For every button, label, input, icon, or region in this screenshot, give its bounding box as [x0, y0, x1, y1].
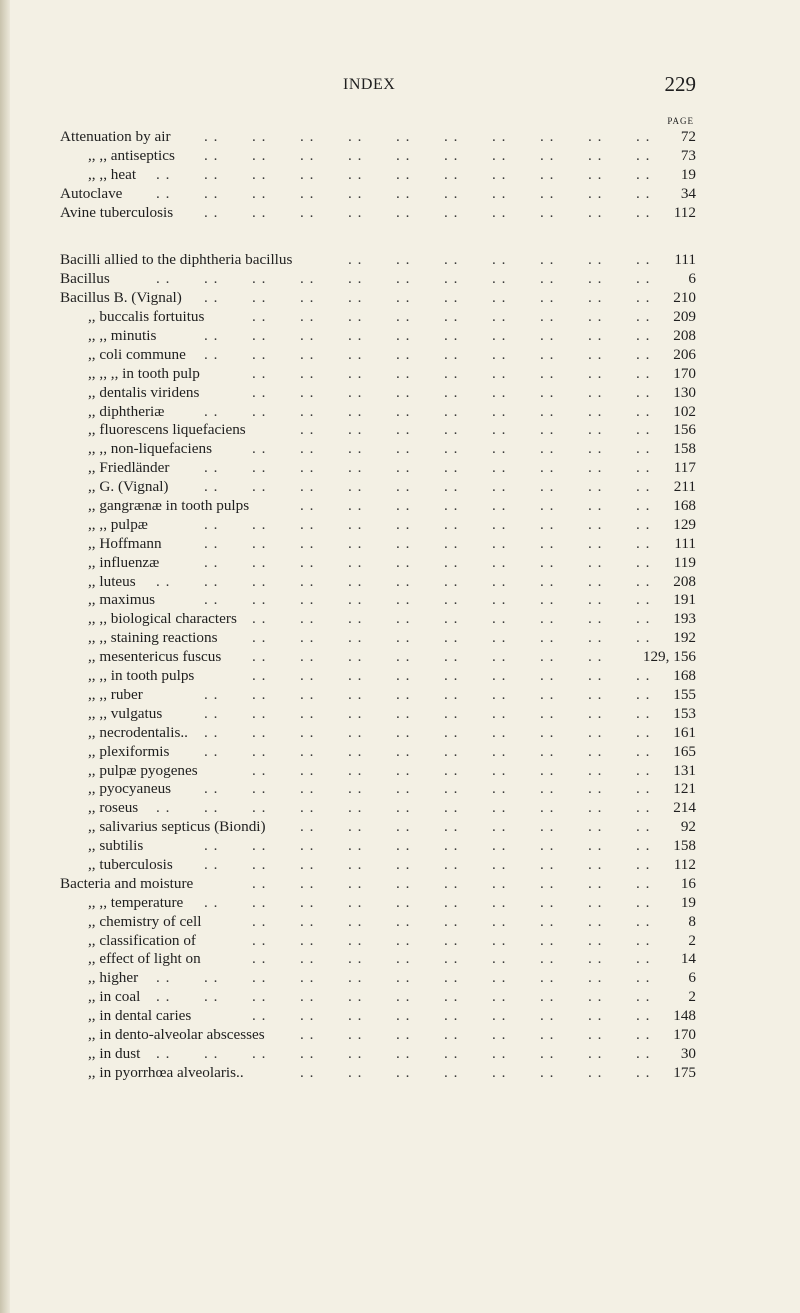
index-entry: ,, ,, temperature . . . . . . . . . . . . . . . . . . . . 19	[88, 893, 696, 911]
entry-heading: ,, coli commune	[88, 345, 186, 363]
entry-heading: ,, fluorescens liquefaciens	[88, 421, 246, 439]
page-header	[60, 72, 696, 102]
entry-heading: ,, classification of	[88, 931, 196, 949]
entry-heading: ,, ,, vulgatus	[88, 704, 163, 722]
index-entry: ,, coli commune . . . . . . . . . . . . . . . . . . . . 206	[88, 345, 696, 363]
index-entry: Bacteria and moisture . . . . . . . . . . . . . . . . . . 16	[60, 874, 696, 892]
group-gap	[60, 222, 696, 251]
index-entry: ,, fluorescens liquefaciens . . . . . . . . . . . . . . . . 156	[88, 421, 696, 439]
index-entry: ,, necrodentalis.. . . . . . . . . . . . . . . . . . . . . 161	[88, 723, 696, 741]
entry-page-number: 6	[688, 969, 696, 987]
entry-heading: ,, subtilis	[88, 837, 144, 855]
index-entry: ,, higher . . . . . . . . . . . . . . . . . . . . . . 6	[88, 969, 696, 987]
entry-heading: Avine tuberculosis	[60, 203, 174, 221]
entry-heading: ,, ,, minutis	[88, 327, 157, 345]
entry-page-number: 155	[673, 685, 696, 703]
running-title: INDEX	[343, 76, 396, 93]
index-entry: Bacillus . . . . . . . . . . . . . . . . . . . . . . 6	[60, 270, 696, 288]
entry-page-number: 73	[680, 146, 696, 164]
entry-heading: ,, ,, staining reactions	[88, 629, 218, 647]
entry-page-number: 168	[673, 667, 696, 685]
entry-heading: Attenuation by air	[60, 128, 171, 145]
entry-heading: ,, Hoffmann	[88, 534, 162, 552]
entry-heading: ,, diphtheriæ	[88, 402, 165, 420]
index-entry: ,, tuberculosis . . . . . . . . . . . . . . . . . . . . 112	[88, 855, 696, 873]
index-entry: ,, in dento-alveolar abscesses . . . . . . . . . . . . . . . . 170	[88, 1025, 696, 1043]
entry-page-number: 129	[673, 515, 696, 533]
entry-heading: ,, ,, antiseptics	[88, 146, 175, 164]
entry-heading: ,, tuberculosis	[88, 855, 173, 873]
entry-heading: ,, in pyorrhœa alveolaris..	[88, 1063, 244, 1081]
index-entry: ,, influenzæ . . . . . . . . . . . . . . . . . . . . 119	[88, 553, 696, 571]
entry-heading: ,, salivarius septicus (Biondi)	[88, 818, 266, 836]
entry-page-number: 208	[673, 327, 696, 345]
entry-heading: ,, pulpæ pyogenes	[88, 761, 198, 779]
index-entry: ,, plexiformis . . . . . . . . . . . . . . . . . . . . 165	[88, 742, 696, 760]
index-entry: Bacillus B. (Vignal) . . . . . . . . . . . . . . . . . . . . 210	[60, 289, 696, 307]
entry-heading: ,, in dust	[88, 1044, 141, 1062]
page-column-head: PAGE	[667, 116, 694, 126]
entry-heading: ,, effect of light on	[88, 950, 201, 968]
entry-page-number: 175	[673, 1063, 696, 1081]
index-entry: ,, subtilis . . . . . . . . . . . . . . . . . . . . 158	[88, 837, 696, 855]
index-entry: ,, in dust . . . . . . . . . . . . . . . . . . . . . . 30	[88, 1044, 696, 1062]
index-entry: ,, ,, pulpæ . . . . . . . . . . . . . . . . . . . . 129	[88, 515, 696, 533]
entry-page-number: 214	[673, 799, 696, 817]
index-entry: ,, diphtheriæ . . . . . . . . . . . . . . . . . . . . 102	[88, 402, 696, 420]
index-list	[60, 128, 696, 1083]
entry-heading: ,, necrodentalis..	[88, 723, 188, 741]
entry-page-number: 111	[674, 534, 696, 552]
entry-page-number: 168	[673, 497, 696, 515]
index-entry: ,, luteus . . . . . . . . . . . . . . . . . . . . . . 208	[88, 572, 696, 590]
index-entry: ,, ,, in tooth pulps . . . . . . . . . . . . . . . . . . 168	[88, 667, 696, 685]
entry-page-number: 111	[674, 251, 696, 269]
entry-page-number: 19	[680, 165, 696, 183]
entry-heading: Bacillus	[60, 270, 110, 288]
entry-page-number: 119	[673, 553, 696, 571]
entry-page-number: 129, 156	[642, 648, 696, 666]
entry-page-number: 14	[680, 950, 696, 968]
entry-heading: ,, in dental caries	[88, 1007, 192, 1025]
entry-page-number: 211	[673, 478, 696, 496]
entry-page-number: 30	[680, 1044, 696, 1062]
entry-page-number: 165	[673, 742, 696, 760]
entry-page-number: 208	[673, 572, 696, 590]
index-entry: ,, ,, ,, in tooth pulp . . . . . . . . . . . . . . . . . . 170	[88, 364, 696, 382]
entry-heading: ,, dentalis viridens	[88, 383, 200, 401]
index-entry: ,, chemistry of cell . . . . . . . . . . . . . . . . . . 8	[88, 912, 696, 930]
entry-page-number: 112	[673, 855, 696, 873]
entry-heading: ,, mesentericus fuscus	[88, 648, 222, 666]
index-entry: ,, in coal . . . . . . . . . . . . . . . . . . . . . . 2	[88, 988, 696, 1006]
index-entry: ,, mesentericus fuscus . . . . . . . . . . . . . . . . 129, 156	[88, 648, 696, 666]
index-entry: ,, classification of . . . . . . . . . . . . . . . . . . 2	[88, 931, 696, 949]
entry-heading: Autoclave	[60, 184, 123, 202]
index-page	[60, 72, 696, 1083]
entry-page-number: 92	[680, 818, 696, 836]
entry-heading: ,, ,, biological characters	[88, 610, 237, 628]
entry-page-number: 206	[673, 345, 696, 363]
index-entry: ,, ,, biological characters . . . . . . . . . . . . . . . . . . 193	[88, 610, 696, 628]
index-entry: ,, Friedländer . . . . . . . . . . . . . . . . . . . . 117	[88, 459, 696, 477]
entry-page-number: 2	[688, 988, 696, 1006]
entry-heading: Bacillus B. (Vignal)	[60, 289, 182, 307]
entry-page-number: 34	[680, 184, 696, 202]
entry-page-number: 130	[673, 383, 696, 401]
entry-page-number: 117	[673, 459, 696, 477]
index-entry: Attenuation by air . . . . . . . . . . . . . . . . . . . . 72	[60, 128, 696, 145]
index-entry: ,, effect of light on . . . . . . . . . . . . . . . . . . 14	[88, 950, 696, 968]
entry-page-number: 170	[673, 1025, 696, 1043]
entry-heading: ,, buccalis fortuitus	[88, 308, 205, 326]
entry-page-number: 193	[673, 610, 696, 628]
index-entry: ,, buccalis fortuitus . . . . . . . . . . . . . . . . . . 209	[88, 308, 696, 326]
index-entry: ,, gangrænæ in tooth pulps . . . . . . . . . . . . . . . . 168	[88, 497, 696, 515]
index-entry: ,, ,, ruber . . . . . . . . . . . . . . . . . . . . 155	[88, 685, 696, 703]
entry-heading: ,, ,, in tooth pulps	[88, 667, 195, 685]
entry-page-number: 19	[680, 893, 696, 911]
index-entry: ,, ,, vulgatus . . . . . . . . . . . . . . . . . . . . 153	[88, 704, 696, 722]
entry-page-number: 6	[688, 270, 696, 288]
entry-page-number: 102	[673, 402, 696, 420]
entry-page-number: 192	[673, 629, 696, 647]
index-entry: ,, maximus . . . . . . . . . . . . . . . . . . . . 191	[88, 591, 696, 609]
index-entry: ,, in dental caries . . . . . . . . . . . . . . . . . . 148	[88, 1007, 696, 1025]
entry-page-number: 170	[673, 364, 696, 382]
entry-page-number: 72	[680, 128, 696, 145]
entry-page-number: 209	[673, 308, 696, 326]
index-entry: ,, ,, heat . . . . . . . . . . . . . . . . . . . . . . 19	[88, 165, 696, 183]
entry-page-number: 156	[673, 421, 696, 439]
entry-heading: ,, ,, ,, in tooth pulp	[88, 364, 200, 382]
entry-page-number: 158	[673, 440, 696, 458]
binding-gutter	[0, 0, 10, 1313]
entry-page-number: 158	[673, 837, 696, 855]
entry-page-number: 131	[673, 761, 696, 779]
entry-heading: ,, higher	[88, 969, 139, 987]
index-entry: Autoclave . . . . . . . . . . . . . . . . . . . . . . 34	[60, 184, 696, 202]
entry-heading: ,, maximus	[88, 591, 156, 609]
entry-heading: ,, pyocyaneus	[88, 780, 172, 798]
entry-heading: ,, influenzæ	[88, 553, 160, 571]
entry-page-number: 210	[673, 289, 696, 307]
index-entry: ,, ,, minutis . . . . . . . . . . . . . . . . . . . . 208	[88, 327, 696, 345]
index-entry: ,, salivarius septicus (Biondi) . . . . . . . . . . . . . . . . 92	[88, 818, 696, 836]
entry-heading: Bacteria and moisture	[60, 874, 194, 892]
index-entry: ,, ,, non-liquefaciens . . . . . . . . . . . . . . . . . . 158	[88, 440, 696, 458]
index-entry: ,, ,, antiseptics . . . . . . . . . . . . . . . . . . . . 73	[88, 146, 696, 164]
index-entry: ,, ,, staining reactions . . . . . . . . . . . . . . . . . . 192	[88, 629, 696, 647]
entry-heading: ,, ,, heat	[88, 165, 137, 183]
page-number: 229	[664, 72, 696, 96]
entry-page-number: 153	[673, 704, 696, 722]
entry-heading: ,, in dento-alveolar abscesses	[88, 1025, 265, 1043]
index-entry: ,, pulpæ pyogenes . . . . . . . . . . . . . . . . . . 131	[88, 761, 696, 779]
index-entry: ,, Hoffmann . . . . . . . . . . . . . . . . . . . . 111	[88, 534, 696, 552]
entry-heading: ,, plexiformis	[88, 742, 170, 760]
entry-heading: ,, Friedländer	[88, 459, 170, 477]
index-entry: ,, pyocyaneus . . . . . . . . . . . . . . . . . . . . 121	[88, 780, 696, 798]
entry-page-number: 8	[688, 912, 696, 930]
entry-heading: ,, roseus	[88, 799, 139, 817]
entry-heading: ,, ,, pulpæ	[88, 515, 148, 533]
entry-page-number: 2	[688, 931, 696, 949]
index-entry: Avine tuberculosis . . . . . . . . . . . . . . . . . . . . 112	[60, 203, 696, 221]
entry-page-number: 161	[673, 723, 696, 741]
entry-page-number: 112	[673, 203, 696, 221]
entry-page-number: 191	[673, 591, 696, 609]
entry-page-number: 121	[673, 780, 696, 798]
entry-page-number: 16	[680, 874, 696, 892]
entry-heading: ,, luteus	[88, 572, 136, 590]
entry-heading: ,, G. (Vignal)	[88, 478, 169, 496]
index-entry: Bacilli allied to the diphtheria bacillus . . . . . . . . . . . . . . 111	[60, 251, 696, 269]
index-entry: ,, roseus . . . . . . . . . . . . . . . . . . . . . . 214	[88, 799, 696, 817]
entry-heading: ,, ,, temperature	[88, 893, 184, 911]
entry-heading: ,, gangrænæ in tooth pulps	[88, 497, 250, 515]
entry-heading: ,, ,, non-liquefaciens	[88, 440, 212, 458]
entry-heading: ,, chemistry of cell	[88, 912, 202, 930]
entry-heading: ,, ,, ruber	[88, 685, 143, 703]
index-entry: ,, G. (Vignal) . . . . . . . . . . . . . . . . . . . . 211	[88, 478, 696, 496]
entry-heading: Bacilli allied to the diphtheria bacillus	[60, 251, 293, 269]
index-entry: ,, dentalis viridens . . . . . . . . . . . . . . . . . . 130	[88, 383, 696, 401]
entry-page-number: 148	[673, 1007, 696, 1025]
entry-heading: ,, in coal	[88, 988, 141, 1006]
index-entry: ,, in pyorrhœa alveolaris.. . . . . . . . . . . . . . . . . 175	[88, 1063, 696, 1081]
